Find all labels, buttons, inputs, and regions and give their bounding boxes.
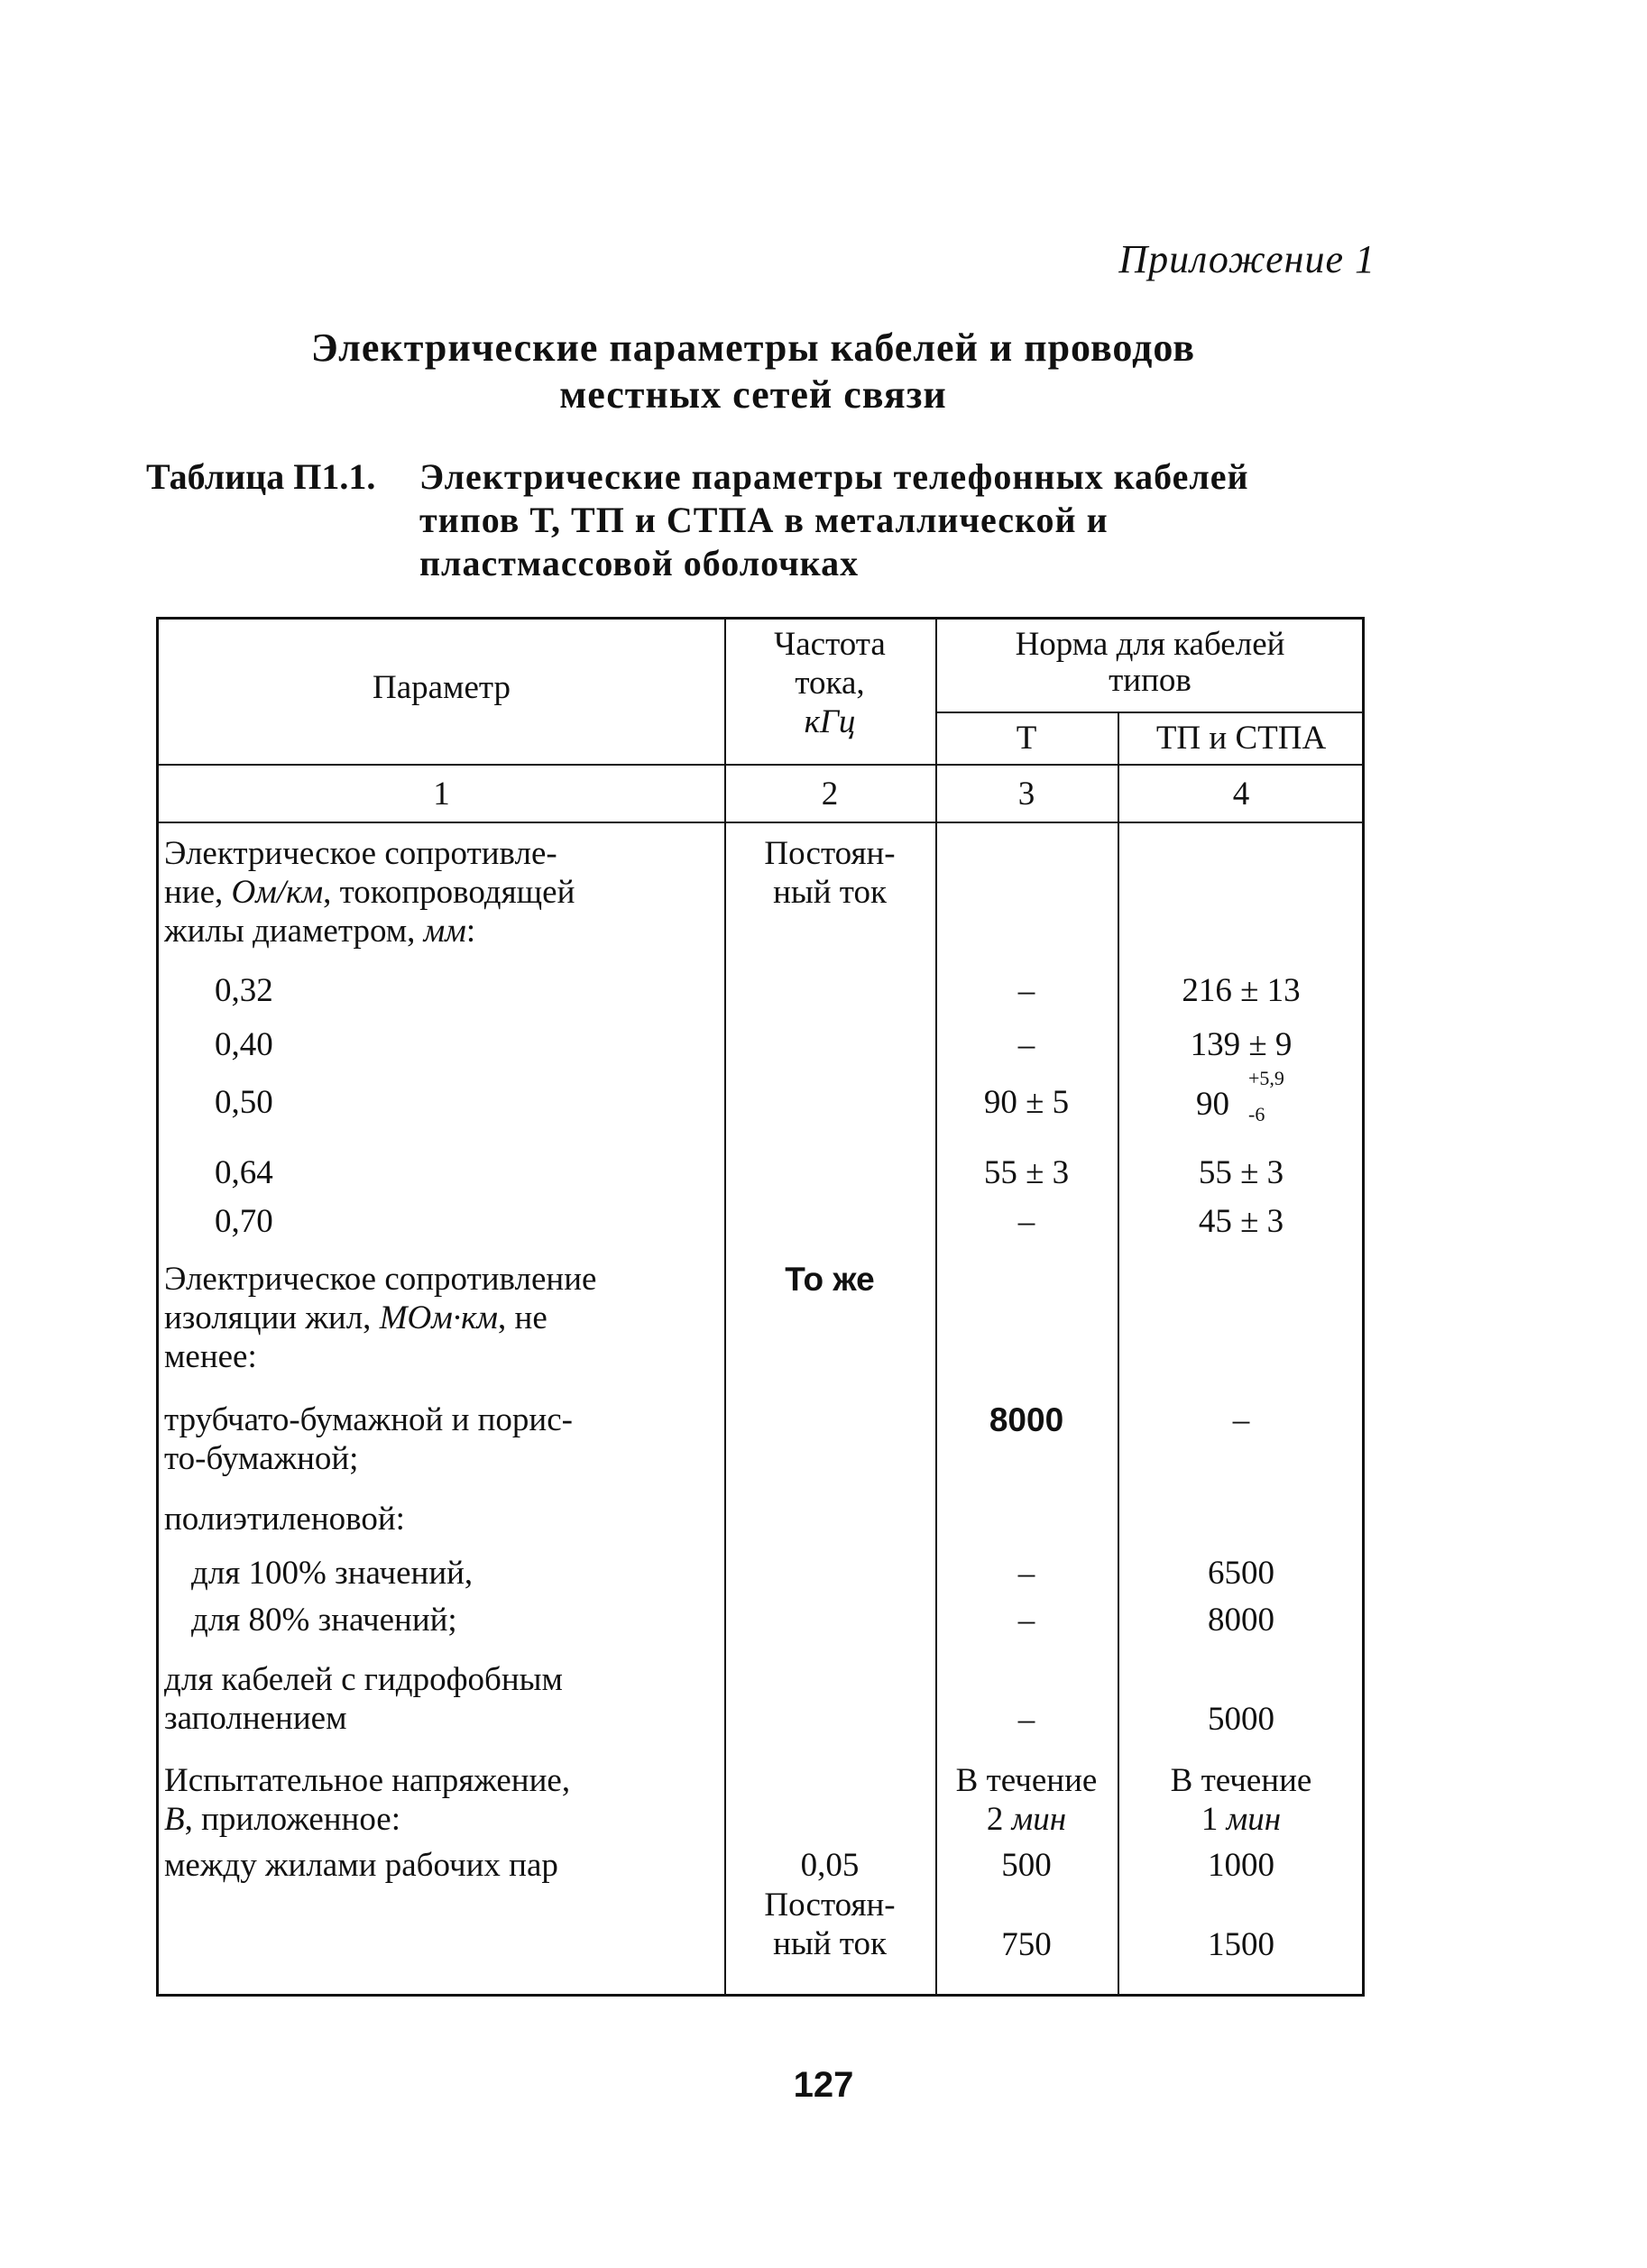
appendix-label: Приложение 1 bbox=[1118, 237, 1376, 281]
paper-label-line-1: трубчато-бумажной и порис- bbox=[164, 1401, 573, 1438]
header-type-tp: ТП и СТПА bbox=[1155, 720, 1327, 757]
parameters-table bbox=[156, 617, 1365, 1997]
between-pairs-tp-1: 1000 bbox=[1208, 1847, 1274, 1884]
resistance-t-0-70: – bbox=[1017, 1203, 1035, 1240]
test-duration-t bbox=[935, 1761, 1118, 1839]
insulation-label-line-2: изоляции жил, МОм·км, не bbox=[164, 1299, 547, 1336]
resistance-tp-0-50-lower: -6 bbox=[1248, 1103, 1265, 1125]
resistance-frequency bbox=[724, 834, 935, 912]
paper-insulation-tp: – bbox=[1232, 1401, 1250, 1438]
hydrophobic-tp: 5000 bbox=[1208, 1701, 1274, 1738]
test-duration-t-line-1: В течение bbox=[955, 1762, 1098, 1799]
resistance-tp-0-32: 216 ± 13 bbox=[1182, 972, 1301, 1009]
poly-100-t: – bbox=[1017, 1555, 1035, 1592]
test-voltage-label-line-1: Испытательное напряжение, bbox=[164, 1762, 571, 1799]
insulation-label-line-1: Электрическое сопротивление bbox=[164, 1261, 597, 1298]
hydrophobic-label-line-2: заполнением bbox=[164, 1700, 347, 1737]
test-duration-t-line-2: 2 мин bbox=[986, 1801, 1067, 1838]
diameter-0-40: 0,40 bbox=[215, 1026, 273, 1063]
resistance-tp-0-70: 45 ± 3 bbox=[1198, 1203, 1284, 1240]
header-norm-line-2: типов bbox=[1109, 662, 1192, 699]
diameter-0-32: 0,32 bbox=[215, 972, 273, 1009]
diameter-0-50: 0,50 bbox=[215, 1084, 273, 1121]
hydrophobic-label bbox=[164, 1660, 719, 1738]
between-pairs-freq-2 bbox=[724, 1886, 935, 1963]
between-pairs-freq-1: 0,05 bbox=[800, 1847, 860, 1884]
table-header-divider bbox=[159, 764, 1362, 766]
resistance-label-line-2: ние, Ом/км, токопроводящей bbox=[164, 874, 575, 911]
resistance-tp-0-40: 139 ± 9 bbox=[1190, 1026, 1293, 1063]
hydrophobic-label-line-1: для кабелей с гидрофобным bbox=[164, 1661, 563, 1698]
header-parameter: Параметр bbox=[372, 669, 511, 706]
table-col-divider-1 bbox=[724, 620, 726, 1994]
test-duration-tp bbox=[1118, 1761, 1365, 1839]
paper-label-line-2: то-бумажной; bbox=[164, 1440, 359, 1477]
resistance-t-0-40: – bbox=[1017, 1026, 1035, 1063]
header-frequency-line-2: тока, bbox=[795, 665, 865, 702]
resistance-label-line-1: Электрическое сопротивле- bbox=[164, 835, 557, 872]
column-number-4: 4 bbox=[1232, 776, 1250, 813]
paper-insulation-t: 8000 bbox=[989, 1401, 1064, 1438]
resistance-tp-0-64: 55 ± 3 bbox=[1198, 1154, 1284, 1191]
resistance-t-0-32: – bbox=[1017, 972, 1035, 1009]
table-caption bbox=[419, 455, 1394, 585]
polyethylene-label: полиэтиленовой: bbox=[164, 1501, 405, 1538]
test-duration-tp-line-1: В течение bbox=[1170, 1762, 1312, 1799]
poly-80-t: – bbox=[1017, 1602, 1035, 1639]
poly-100-label: для 100% значений, bbox=[191, 1555, 474, 1592]
page-title bbox=[162, 325, 1344, 418]
between-pairs-freq-2-line-2: ный ток bbox=[773, 1925, 887, 1962]
between-pairs-label: между жилами рабочих пар bbox=[164, 1847, 558, 1884]
test-duration-tp-line-2: 1 мин bbox=[1201, 1801, 1282, 1838]
between-pairs-freq-2-line-1: Постоян- bbox=[764, 1887, 896, 1924]
header-norm-line-1: Норма для кабелей bbox=[1015, 626, 1285, 663]
test-voltage-label-line-2: В, приложенное: bbox=[164, 1801, 401, 1838]
resistance-label bbox=[164, 834, 719, 950]
title-line-2: местных сетей связи bbox=[559, 372, 947, 417]
resistance-frequency-line-1: Постоян- bbox=[764, 835, 896, 872]
poly-80-label: для 80% значений; bbox=[191, 1602, 457, 1639]
between-pairs-tp-2: 1500 bbox=[1208, 1926, 1274, 1963]
caption-line-2: типов Т, ТП и СТПА в металлической и bbox=[419, 500, 1109, 540]
header-norm bbox=[935, 625, 1365, 698]
between-pairs-t-2: 750 bbox=[1001, 1926, 1052, 1963]
resistance-tp-0-50-base: 90 bbox=[1196, 1086, 1229, 1123]
insulation-frequency: То же bbox=[785, 1261, 875, 1298]
paper-insulation-label bbox=[164, 1400, 719, 1478]
header-frequency-line-1: Частота bbox=[774, 626, 886, 663]
title-line-1: Электрические параметры кабелей и проводов bbox=[310, 326, 1196, 370]
test-voltage-label bbox=[164, 1761, 719, 1839]
diameter-0-64: 0,64 bbox=[215, 1154, 273, 1191]
insulation-label bbox=[164, 1260, 719, 1376]
header-type-t: Т bbox=[1016, 720, 1037, 757]
caption-line-1: Электрические параметры телефонных кабелей bbox=[419, 456, 1249, 497]
table-caption-label: Таблица П1.1. bbox=[146, 456, 376, 497]
header-frequency-unit: кГц bbox=[804, 703, 856, 740]
caption-line-3: пластмассовой оболочках bbox=[419, 543, 860, 583]
resistance-tp-0-50-upper: +5,9 bbox=[1248, 1067, 1284, 1089]
hydrophobic-t: – bbox=[1017, 1701, 1035, 1738]
resistance-t-0-50: 90 ± 5 bbox=[983, 1084, 1070, 1121]
resistance-label-line-3: жилы диаметром, мм: bbox=[164, 913, 476, 950]
diameter-0-70: 0,70 bbox=[215, 1203, 273, 1240]
header-frequency bbox=[724, 625, 935, 741]
poly-80-tp: 8000 bbox=[1208, 1602, 1274, 1639]
column-number-2: 2 bbox=[821, 776, 839, 813]
table-subheader-divider bbox=[935, 712, 1362, 713]
column-number-1: 1 bbox=[433, 776, 450, 813]
resistance-t-0-64: 55 ± 3 bbox=[983, 1154, 1070, 1191]
table-numbers-divider bbox=[159, 822, 1362, 823]
between-pairs-t-1: 500 bbox=[1001, 1847, 1052, 1884]
page-number: 127 bbox=[793, 2065, 854, 2105]
poly-100-tp: 6500 bbox=[1208, 1555, 1274, 1592]
insulation-label-line-3: менее: bbox=[164, 1338, 257, 1375]
resistance-frequency-line-2: ный ток bbox=[773, 874, 887, 911]
column-number-3: 3 bbox=[1017, 776, 1035, 813]
